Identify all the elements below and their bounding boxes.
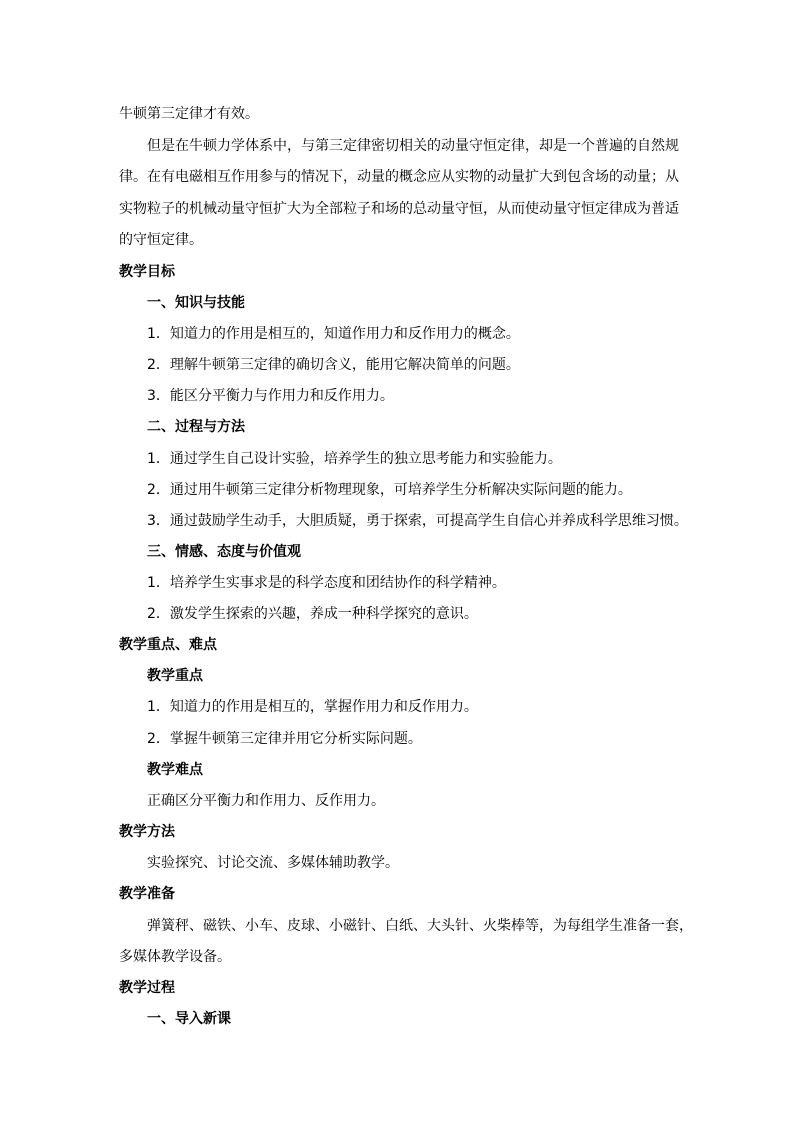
heading-objectives: 教学目标 <box>119 264 175 280</box>
paragraph-momentum-line: 律。在有电磁相互作用参与的情况下，动量的概念应从实物的动量扩大到包含场的动量；从 <box>119 169 679 185</box>
paragraph-intro-end: 牛顿第三定律才有效。 <box>119 106 259 122</box>
subheading-difficulty: 教学难点 <box>147 762 203 778</box>
list-item: 2．理解牛顿第三定律的确切含义，能用它解决简单的问题。 <box>147 357 520 373</box>
subheading-emotion: 三、情感、态度与价值观 <box>147 544 301 560</box>
subheading-knowledge: 一、知识与技能 <box>147 295 245 311</box>
subheading-focus: 教学重点 <box>147 668 203 684</box>
list-item: 2．激发学生探索的兴趣，养成一种科学探究的意识。 <box>147 606 478 622</box>
subheading-process: 二、过程与方法 <box>147 419 245 435</box>
preparation-line: 弹簧秤、磁铁、小车、皮球、小磁针、白纸、大头针、火柴棒等，为每组学生准备一套， <box>147 918 693 934</box>
paragraph-momentum-line: 的守恒定律。 <box>119 232 203 248</box>
difficulty-text: 正确区分平衡力和作用力、反作用力。 <box>147 793 385 809</box>
heading-preparation: 教学准备 <box>119 886 175 902</box>
heading-key-points: 教学重点、难点 <box>119 637 217 653</box>
list-item: 1．知道力的作用是相互的，知道作用力和反作用力的概念。 <box>147 326 520 342</box>
subheading-intro: 一、导入新课 <box>147 1011 231 1027</box>
heading-process: 教学过程 <box>119 980 175 996</box>
list-item: 1．通过学生自己设计实验，培养学生的独立思考能力和实验能力。 <box>147 451 562 467</box>
paragraph-momentum-line: 但是在牛顿力学体系中，与第三定律密切相关的动量守恒定律，却是一个普遍的自然规 <box>147 138 679 154</box>
list-item: 1．培养学生实事求是的科学态度和团结协作的科学精神。 <box>147 575 506 591</box>
preparation-line: 多媒体教学设备。 <box>119 949 231 965</box>
list-item: 2．掌握牛顿第三定律并用它分析实际问题。 <box>147 731 422 747</box>
list-item: 3．能区分平衡力与作用力和反作用力。 <box>147 388 394 404</box>
list-item: 3．通过鼓励学生动手，大胆质疑，勇于探索，可提高学生自信心并养成科学思维习惯。 <box>147 513 688 529</box>
methods-text: 实验探究、讨论交流、多媒体辅助教学。 <box>147 855 399 871</box>
paragraph-momentum-line: 实物粒子的机械动量守恒扩大为全部粒子和场的总动量守恒，从而使动量守恒定律成为普适 <box>119 201 679 217</box>
list-item: 1．知道力的作用是相互的，掌握作用力和反作用力。 <box>147 699 478 715</box>
list-item: 2．通过用牛顿第三定律分析物理现象，可培养学生分析解决实际问题的能力。 <box>147 482 632 498</box>
heading-methods: 教学方法 <box>119 824 175 840</box>
